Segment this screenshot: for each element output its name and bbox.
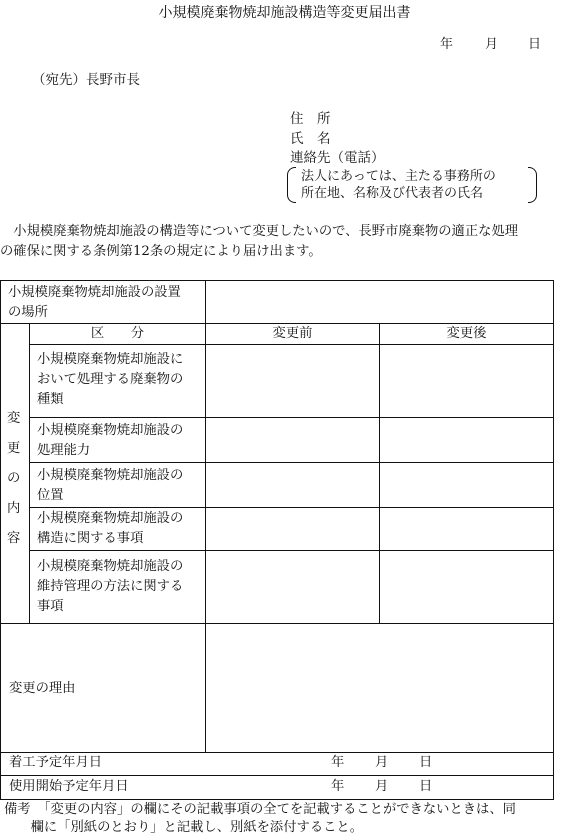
capacity-after-field[interactable]	[380, 418, 553, 462]
col-after-header: 変更後	[446, 326, 487, 341]
capacity-before-field[interactable]	[206, 418, 379, 462]
maintenance-after-field[interactable]	[380, 551, 553, 623]
change-content-group-label: 変 更 の 内 容	[7, 411, 21, 546]
addressee: （宛先）長野市長	[32, 72, 140, 88]
date-year: 年	[440, 37, 454, 52]
waste-type-after-field[interactable]	[380, 345, 553, 417]
use-date-label: 使用開始予定年月日	[9, 779, 129, 794]
start-day-unit: 日	[419, 755, 433, 770]
row-label-structure: 小規模廃棄物焼却施設の 構造に関する事項	[37, 511, 184, 546]
row-label-waste-type: 小規模廃棄物焼却施設に おいて処理する廃棄物の 種類	[37, 352, 184, 407]
location-value[interactable]	[206, 282, 552, 322]
intro-line1: 小規模廃棄物焼却施設の構造等について変更したいので、長野市廃棄物の適正な処理	[0, 224, 519, 239]
intro-line2: の確保に関する条例第12条の規定により届け出ます。	[0, 244, 322, 259]
use-year-unit: 年	[331, 779, 345, 794]
remarks-note	[4, 801, 569, 837]
location-label: 小規模廃棄物焼却施設の設置 の場所	[8, 285, 181, 320]
col-before-header: 変更前	[272, 326, 313, 341]
start-date-label: 着工予定年月日	[9, 755, 103, 770]
corporate-note-line2: 所在地、名称及び代表者の氏名	[301, 186, 484, 201]
remarks-line2: 欄に「別紙のとおり」と記載し、別紙を添付すること。	[4, 820, 364, 835]
start-year-unit: 年	[331, 755, 345, 770]
location-before-field[interactable]	[206, 463, 379, 507]
remarks-line1: 備考 「変更の内容」の欄にその記載事項の全てを記載することができないときは、同	[4, 802, 516, 817]
waste-type-before-field[interactable]	[206, 345, 379, 417]
maintenance-before-field[interactable]	[206, 551, 379, 623]
row-label-location: 小規模廃棄物焼却施設の 位置	[37, 468, 184, 503]
corporate-note-bracket	[287, 167, 537, 201]
form-title: 小規模廃棄物焼却施設構造等変更届出書	[158, 5, 411, 21]
location-after-field[interactable]	[380, 463, 553, 507]
date-day: 日	[528, 37, 542, 52]
reason-field[interactable]	[206, 624, 552, 752]
structure-before-field[interactable]	[206, 508, 379, 550]
address-label: 住 所	[290, 111, 331, 127]
structure-after-field[interactable]	[380, 508, 553, 550]
use-day-unit: 日	[419, 779, 433, 794]
row-label-capacity: 小規模廃棄物焼却施設の 処理能力	[37, 423, 184, 458]
row-label-maintenance: 小規模廃棄物焼却施設の 維持管理の方法に関する 事項	[37, 559, 184, 614]
corporate-note-line1: 法人にあっては、主たる事務所の	[301, 169, 496, 184]
reason-label: 変更の理由	[9, 681, 76, 696]
col-category-header: 区 分	[90, 326, 145, 341]
date-month: 月	[485, 37, 499, 52]
start-month-unit: 月	[375, 755, 389, 770]
change-form-table	[0, 280, 554, 800]
use-month-unit: 月	[375, 779, 389, 794]
intro-paragraph	[0, 222, 569, 262]
contact-label: 連絡先（電話）	[290, 150, 385, 166]
name-label: 氏 名	[290, 131, 331, 147]
